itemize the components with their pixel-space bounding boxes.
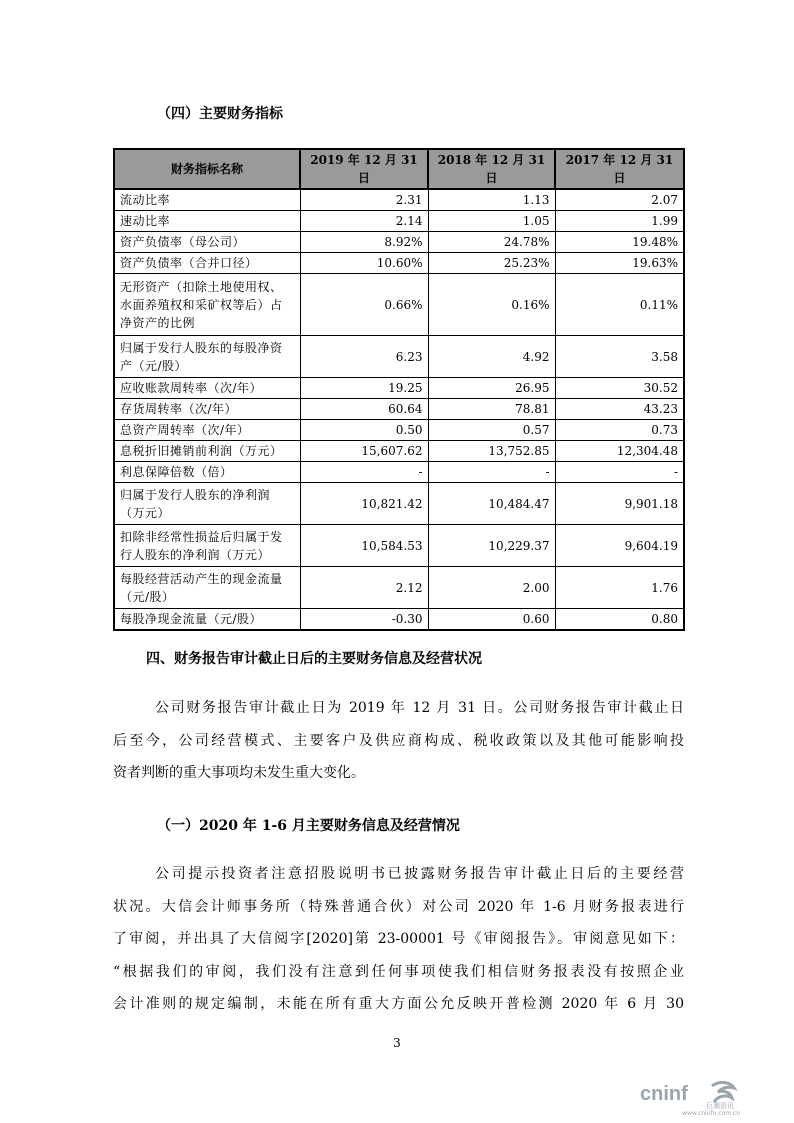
section-4-title: 四、财务报告审计截止日后的主要财务信息及经营状况 xyxy=(146,651,482,667)
row-label: 利息保障倍数（倍） xyxy=(114,462,300,483)
cell-2018: 1.13 xyxy=(428,189,555,211)
table-row xyxy=(114,441,684,462)
table-row xyxy=(114,420,684,441)
row-label: 速动比率 xyxy=(114,211,300,232)
table-header-row xyxy=(114,149,684,189)
row-label: 每股经营活动产生的现金流量（元/股） xyxy=(114,567,300,609)
cell-2019: 0.50 xyxy=(300,420,428,441)
cell-2018: 13,752.85 xyxy=(428,441,555,462)
table-row xyxy=(114,253,684,274)
cell-2018: 10,484.47 xyxy=(428,483,555,525)
table-row xyxy=(114,483,684,525)
cell-2019: 19.25 xyxy=(300,378,428,399)
cell-2019: 60.64 xyxy=(300,399,428,420)
cell-2019: 10,821.42 xyxy=(300,483,428,525)
header-2017: 2017 年 12 月 31 日 xyxy=(555,149,684,189)
header-2018: 2018 年 12 月 31 日 xyxy=(428,149,555,189)
cell-2018: 10,229.37 xyxy=(428,525,555,567)
cell-2019: 2.31 xyxy=(300,189,428,211)
logo-swirl-icon xyxy=(712,1082,734,1102)
cell-2017: 19.48% xyxy=(555,232,684,253)
header-2019: 2019 年 12 月 31 日 xyxy=(300,149,428,189)
cell-2017: 9,604.19 xyxy=(555,525,684,567)
table-row xyxy=(114,378,684,399)
table-row xyxy=(114,274,684,336)
logo-url: www.cninfo.com.cn xyxy=(682,1110,741,1116)
cell-2017: 2.07 xyxy=(555,189,684,211)
row-label: 总资产周转率（次/年） xyxy=(114,420,300,441)
cell-2017: 1.99 xyxy=(555,211,684,232)
cell-2019: -0.30 xyxy=(300,609,428,631)
section-4-1-title: （一）2020 年 1-6 月主要财务信息及经营情况 xyxy=(157,818,460,834)
cell-2018: 25.23% xyxy=(428,253,555,274)
table-row xyxy=(114,525,684,567)
cell-2018: 4.92 xyxy=(428,336,555,378)
paragraph-line: “根据我们的审阅，我们没有注意到任何事项使我们相信财务报表没有按照企业 xyxy=(113,963,684,980)
cell-2017: 43.23 xyxy=(555,399,684,420)
cell-2017: 12,304.48 xyxy=(555,441,684,462)
cell-2018: 78.81 xyxy=(428,399,555,420)
cninfo-logo xyxy=(638,1076,748,1116)
cell-2019: 2.12 xyxy=(300,567,428,609)
row-label: 无形资产（扣除土地使用权、水面养殖权和采矿权等后）占净资产的比例 xyxy=(114,274,300,336)
cell-2018: 1.05 xyxy=(428,211,555,232)
cell-2018: 0.16% xyxy=(428,274,555,336)
paragraph-line: 资者判断的重大事项均未发生重大变化。 xyxy=(113,765,365,781)
cell-2018: 24.78% xyxy=(428,232,555,253)
table-row xyxy=(114,609,684,631)
cell-2017: - xyxy=(555,462,684,483)
paragraph-line: 公司财务报告审计截止日为 2019 年 12 月 31 日。公司财务报告审计截止日 xyxy=(155,700,684,716)
header-indicator-name: 财务指标名称 xyxy=(114,149,300,189)
paragraph-line: 后至今，公司经营模式、主要客户及供应商构成、税收政策以及其他可能影响投 xyxy=(113,732,684,749)
row-label: 每股净现金流量（元/股） xyxy=(114,609,300,631)
cell-2017: 0.80 xyxy=(555,609,684,631)
cell-2017: 9,901.18 xyxy=(555,483,684,525)
table-row xyxy=(114,399,684,420)
table-row xyxy=(114,189,684,211)
row-label: 流动比率 xyxy=(114,189,300,211)
cell-2017: 19.63% xyxy=(555,253,684,274)
row-label: 归属于发行人股东的净利润（万元） xyxy=(114,483,300,525)
paragraph-line: 状况。大信会计师事务所（特殊普通合伙）对公司 2020 年 1-6 月财务报表进行 xyxy=(113,898,684,915)
cell-2017: 3.58 xyxy=(555,336,684,378)
cell-2019: 6.23 xyxy=(300,336,428,378)
cell-2019: 0.66% xyxy=(300,274,428,336)
row-label: 归属于发行人股东的每股净资产（元/股） xyxy=(114,336,300,378)
paragraph-review-report xyxy=(113,858,684,1021)
row-label: 息税折旧摊销前利润（万元） xyxy=(114,441,300,462)
table-row xyxy=(114,211,684,232)
paragraph-line: 公司提示投资者注意招股说明书已披露财务报告审计截止日后的主要经营 xyxy=(155,866,684,882)
cell-2017: 1.76 xyxy=(555,567,684,609)
paragraph-audit-cutoff xyxy=(113,692,684,790)
cninfo-logo-icon xyxy=(638,1076,748,1116)
table-row xyxy=(114,336,684,378)
row-label: 应收账款周转率（次/年） xyxy=(114,378,300,399)
cell-2017: 30.52 xyxy=(555,378,684,399)
paragraph-line: 会计准则的规定编制，未能在所有重大方面公允反映开普检测 2020 年 6 月 30 xyxy=(113,996,684,1012)
row-label: 存货周转率（次/年） xyxy=(114,399,300,420)
paragraph-line: 了审阅，并出具了大信阅字[2020]第 23-00001 号《审阅报告》。审阅意见如下： xyxy=(113,931,684,947)
cell-2018: 0.57 xyxy=(428,420,555,441)
cell-2019: 10,584.53 xyxy=(300,525,428,567)
cell-2018: - xyxy=(428,462,555,483)
table-row xyxy=(114,567,684,609)
cell-2019: 10.60% xyxy=(300,253,428,274)
cell-2017: 0.73 xyxy=(555,420,684,441)
row-label: 资产负债率（合并口径） xyxy=(114,253,300,274)
subsection-title-financial-indicators: （四）主要财务指标 xyxy=(157,106,283,122)
page-number: 3 xyxy=(393,1036,401,1050)
cell-2019: 15,607.62 xyxy=(300,441,428,462)
table-row xyxy=(114,462,684,483)
row-label: 扣除非经常性损益后归属于发行人股东的净利润（万元） xyxy=(114,525,300,567)
cell-2019: 2.14 xyxy=(300,211,428,232)
logo-text: cninf xyxy=(640,1083,688,1105)
financial-indicators-table xyxy=(113,148,685,631)
cell-2018: 26.95 xyxy=(428,378,555,399)
cell-2019: - xyxy=(300,462,428,483)
cell-2018: 0.60 xyxy=(428,609,555,631)
row-label: 资产负债率（母公司） xyxy=(114,232,300,253)
cell-2017: 0.11% xyxy=(555,274,684,336)
cell-2018: 2.00 xyxy=(428,567,555,609)
table-row xyxy=(114,232,684,253)
cell-2019: 8.92% xyxy=(300,232,428,253)
logo-subtext: 巨潮资讯 xyxy=(706,1102,734,1110)
